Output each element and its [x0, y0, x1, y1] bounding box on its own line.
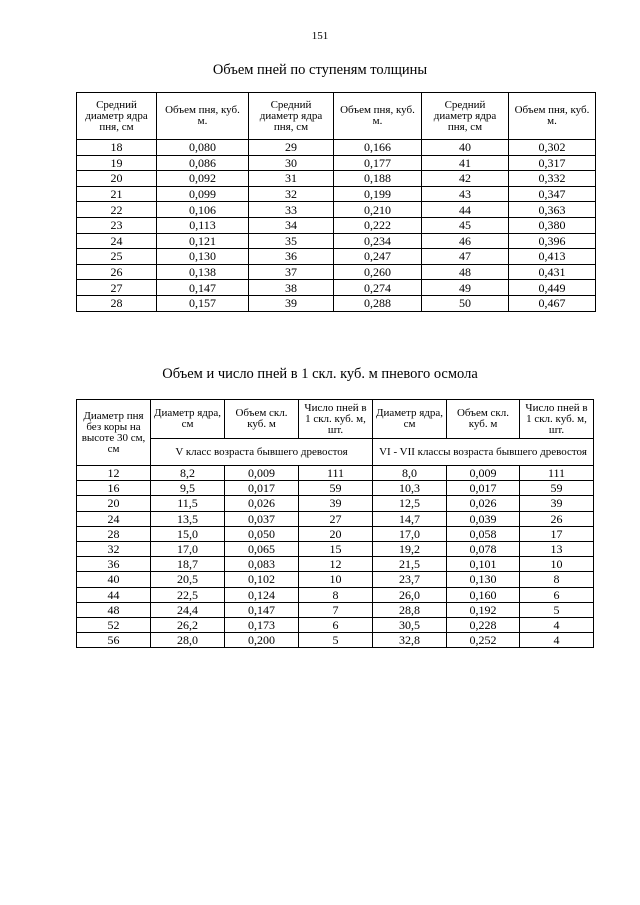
table-cell: 0,467 — [509, 295, 596, 311]
table-cell: 17 — [520, 526, 594, 541]
table-cell: 10 — [520, 557, 594, 572]
table-cell: 59 — [520, 481, 594, 496]
table-row — [77, 602, 594, 617]
table-cell: 0,222 — [334, 217, 422, 233]
stump-volume-table — [76, 92, 596, 312]
table-cell: 11,5 — [151, 496, 225, 511]
table-row — [77, 280, 596, 296]
table-row — [77, 511, 594, 526]
table-cell: 0,288 — [334, 295, 422, 311]
table-row — [77, 526, 594, 541]
table-row — [77, 617, 594, 632]
table-cell: 26,0 — [373, 587, 447, 602]
table-cell: 0,210 — [334, 202, 422, 218]
table-cell: 0,138 — [157, 264, 249, 280]
table-cell: 0,157 — [157, 295, 249, 311]
col-header-volume: Объем пня, куб. м. — [334, 93, 422, 140]
table-cell: 0,347 — [509, 186, 596, 202]
table-cell: 7 — [299, 602, 373, 617]
table-cell: 0,050 — [225, 526, 299, 541]
table-cell: 38 — [249, 280, 334, 296]
table-cell: 49 — [422, 280, 509, 296]
table-cell: 0,396 — [509, 233, 596, 249]
table2-body — [77, 466, 594, 648]
table-cell: 0,102 — [225, 572, 299, 587]
table-cell: 0,234 — [334, 233, 422, 249]
table-cell: 40 — [77, 572, 151, 587]
table-cell: 13,5 — [151, 511, 225, 526]
table-cell: 23,7 — [373, 572, 447, 587]
group-header-age-class-v: V класс возраста бывшего древостоя — [151, 439, 373, 466]
table-cell: 5 — [520, 602, 594, 617]
table-cell: 0,147 — [225, 602, 299, 617]
table-cell: 0,173 — [225, 617, 299, 632]
table-cell: 42 — [422, 171, 509, 187]
table-cell: 16 — [77, 481, 151, 496]
col-header-volume: Объем пня, куб. м. — [509, 93, 596, 140]
table-cell: 12 — [299, 557, 373, 572]
table-cell: 0,380 — [509, 217, 596, 233]
table-row — [77, 155, 596, 171]
table-cell: 0,083 — [225, 557, 299, 572]
table-cell: 52 — [77, 617, 151, 632]
table-cell: 12,5 — [373, 496, 447, 511]
table-cell: 10 — [299, 572, 373, 587]
table-cell: 29 — [249, 140, 334, 156]
table-cell: 30,5 — [373, 617, 447, 632]
table-cell: 25 — [77, 249, 157, 265]
table2-title: Объем и число пней в 1 скл. куб. м пневого осмола — [162, 366, 478, 382]
table-cell: 0,017 — [447, 481, 520, 496]
table-row — [77, 233, 596, 249]
table-cell: 47 — [422, 249, 509, 265]
table-cell: 0,302 — [509, 140, 596, 156]
table-cell: 0,160 — [447, 587, 520, 602]
table-row — [77, 496, 594, 511]
table-cell: 31 — [249, 171, 334, 187]
table-row — [77, 186, 596, 202]
col-header-core-diameter: Диаметр ядра, см — [151, 400, 225, 439]
table-cell: 8 — [520, 572, 594, 587]
table1-title: Объем пней по ступеням толщины — [212, 62, 428, 78]
table-cell: 9,5 — [151, 481, 225, 496]
table-cell: 20 — [299, 526, 373, 541]
table-cell: 0,037 — [225, 511, 299, 526]
table-cell: 24,4 — [151, 602, 225, 617]
col-header-stump-count: Число пней в 1 скл. куб. м, шт. — [299, 400, 373, 439]
col-header-stump-diameter: Диаметр пня без коры на высоте 30 см, см — [77, 400, 151, 466]
table-cell: 39 — [249, 295, 334, 311]
table1-body — [77, 140, 596, 312]
table-cell: 39 — [520, 496, 594, 511]
table-cell: 0,166 — [334, 140, 422, 156]
table-cell: 41 — [422, 155, 509, 171]
table-cell: 36 — [249, 249, 334, 265]
table-cell: 27 — [77, 280, 157, 296]
table-cell: 0,413 — [509, 249, 596, 265]
table-cell: 0,026 — [447, 496, 520, 511]
table-cell: 0,099 — [157, 186, 249, 202]
table-cell: 6 — [299, 617, 373, 632]
group-header-age-class-vi-vii: VI - VII классы возраста бывшего древостоя — [373, 439, 594, 466]
table-row — [77, 171, 596, 187]
table-row — [77, 587, 594, 602]
table-cell: 32 — [249, 186, 334, 202]
table-cell: 0,177 — [334, 155, 422, 171]
table-cell: 24 — [77, 233, 157, 249]
table-cell: 0,026 — [225, 496, 299, 511]
table-cell: 0,113 — [157, 217, 249, 233]
table-cell: 21,5 — [373, 557, 447, 572]
table-cell: 26 — [520, 511, 594, 526]
table-cell: 32,8 — [373, 633, 447, 648]
table-cell: 23 — [77, 217, 157, 233]
table-cell: 0,017 — [225, 481, 299, 496]
table-cell: 0,101 — [447, 557, 520, 572]
table-cell: 0,080 — [157, 140, 249, 156]
table-cell: 0,199 — [334, 186, 422, 202]
table-cell: 0,228 — [447, 617, 520, 632]
table-group-header-row — [77, 439, 594, 466]
table-cell: 35 — [249, 233, 334, 249]
col-header-stacked-volume: Объем скл. куб. м — [447, 400, 520, 439]
table-cell: 48 — [422, 264, 509, 280]
table-cell: 0,106 — [157, 202, 249, 218]
table-cell: 15 — [299, 541, 373, 556]
table-cell: 19,2 — [373, 541, 447, 556]
table-row — [77, 295, 596, 311]
table-cell: 22,5 — [151, 587, 225, 602]
table-cell: 56 — [77, 633, 151, 648]
table-cell: 48 — [77, 602, 151, 617]
table-cell: 18 — [77, 140, 157, 156]
col-header-stump-count: Число пней в 1 скл. куб. м, шт. — [520, 400, 594, 439]
table-cell: 34 — [249, 217, 334, 233]
table-row — [77, 140, 596, 156]
page-number: 151 — [311, 30, 329, 42]
table-row — [77, 557, 594, 572]
table-cell: 0,332 — [509, 171, 596, 187]
table-cell: 18,7 — [151, 557, 225, 572]
table-cell: 8,2 — [151, 466, 225, 481]
table-cell: 0,009 — [225, 466, 299, 481]
table-cell: 24 — [77, 511, 151, 526]
table-cell: 111 — [299, 466, 373, 481]
table-cell: 39 — [299, 496, 373, 511]
table-cell: 0,317 — [509, 155, 596, 171]
table-cell: 32 — [77, 541, 151, 556]
table-cell: 46 — [422, 233, 509, 249]
table-cell: 19 — [77, 155, 157, 171]
table-row — [77, 202, 596, 218]
table-cell: 44 — [77, 587, 151, 602]
table-row — [77, 466, 594, 481]
table-cell: 0,009 — [447, 466, 520, 481]
table-cell: 0,130 — [157, 249, 249, 265]
table-cell: 59 — [299, 481, 373, 496]
table-cell: 0,449 — [509, 280, 596, 296]
table-cell: 0,130 — [447, 572, 520, 587]
table-cell: 8,0 — [373, 466, 447, 481]
table-cell: 50 — [422, 295, 509, 311]
table-cell: 0,363 — [509, 202, 596, 218]
table-cell: 4 — [520, 617, 594, 632]
table-cell: 30 — [249, 155, 334, 171]
table-cell: 17,0 — [151, 541, 225, 556]
stump-count-table — [76, 399, 594, 648]
table-cell: 20 — [77, 171, 157, 187]
table-header-row — [77, 400, 594, 439]
table-cell: 0,252 — [447, 633, 520, 648]
table-header-row — [77, 93, 596, 140]
table-cell: 44 — [422, 202, 509, 218]
table-cell: 15,0 — [151, 526, 225, 541]
table-cell: 28,0 — [151, 633, 225, 648]
table-cell: 0,121 — [157, 233, 249, 249]
table-cell: 43 — [422, 186, 509, 202]
table-row — [77, 541, 594, 556]
col-header-volume: Объем пня, куб. м. — [157, 93, 249, 140]
table-cell: 0,431 — [509, 264, 596, 280]
table-cell: 0,274 — [334, 280, 422, 296]
table-cell: 0,039 — [447, 511, 520, 526]
table-cell: 0,192 — [447, 602, 520, 617]
table-cell: 0,065 — [225, 541, 299, 556]
table-cell: 4 — [520, 633, 594, 648]
table-cell: 8 — [299, 587, 373, 602]
table-cell: 28 — [77, 526, 151, 541]
table-cell: 26,2 — [151, 617, 225, 632]
table-cell: 5 — [299, 633, 373, 648]
table-cell: 21 — [77, 186, 157, 202]
table-cell: 26 — [77, 264, 157, 280]
table-cell: 0,260 — [334, 264, 422, 280]
table-cell: 0,078 — [447, 541, 520, 556]
table-cell: 0,086 — [157, 155, 249, 171]
table-cell: 14,7 — [373, 511, 447, 526]
table-cell: 0,200 — [225, 633, 299, 648]
table-row — [77, 481, 594, 496]
table-row — [77, 572, 594, 587]
table-cell: 0,058 — [447, 526, 520, 541]
table-cell: 6 — [520, 587, 594, 602]
table-cell: 10,3 — [373, 481, 447, 496]
col-header-diameter: Средний диаметр ядра пня, см — [77, 93, 157, 140]
table-row — [77, 217, 596, 233]
table-cell: 27 — [299, 511, 373, 526]
col-header-diameter: Средний диаметр ядра пня, см — [249, 93, 334, 140]
table-cell: 12 — [77, 466, 151, 481]
table-row — [77, 633, 594, 648]
table-cell: 28 — [77, 295, 157, 311]
table-cell: 20 — [77, 496, 151, 511]
table-row — [77, 264, 596, 280]
table-cell: 111 — [520, 466, 594, 481]
col-header-stacked-volume: Объем скл. куб. м — [225, 400, 299, 439]
table-cell: 20,5 — [151, 572, 225, 587]
table-cell: 13 — [520, 541, 594, 556]
table-cell: 37 — [249, 264, 334, 280]
table-row — [77, 249, 596, 265]
table-cell: 0,124 — [225, 587, 299, 602]
col-header-diameter: Средний диаметр ядра пня, см — [422, 93, 509, 140]
table-cell: 0,147 — [157, 280, 249, 296]
table-cell: 33 — [249, 202, 334, 218]
table-cell: 40 — [422, 140, 509, 156]
table-cell: 22 — [77, 202, 157, 218]
col-header-core-diameter: Диаметр ядра, см — [373, 400, 447, 439]
table-cell: 36 — [77, 557, 151, 572]
table-cell: 45 — [422, 217, 509, 233]
table-cell: 0,092 — [157, 171, 249, 187]
table-cell: 0,247 — [334, 249, 422, 265]
table-cell: 28,8 — [373, 602, 447, 617]
table-cell: 0,188 — [334, 171, 422, 187]
table-cell: 17,0 — [373, 526, 447, 541]
